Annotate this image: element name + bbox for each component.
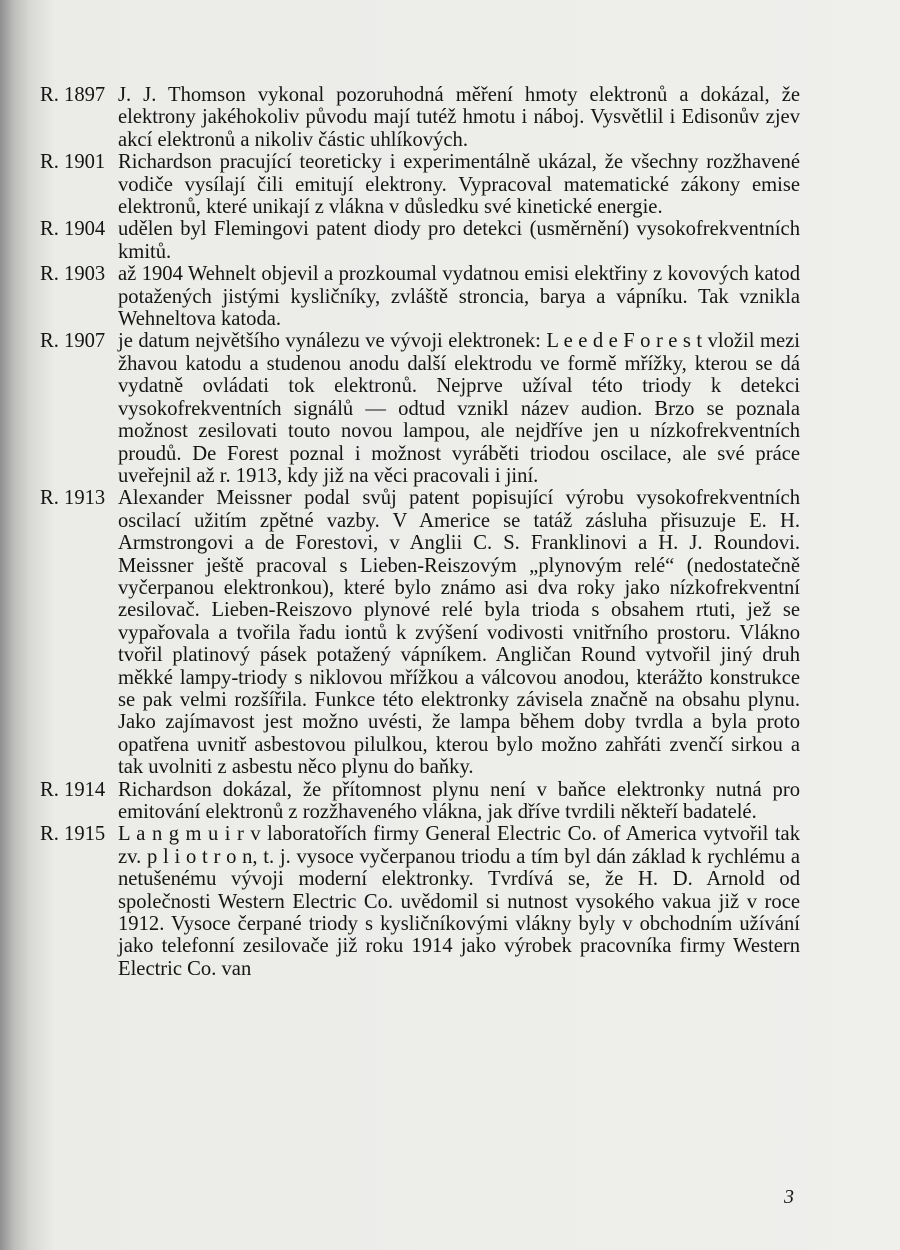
entry-year: R. 1901 [40, 151, 106, 174]
timeline-entry-1903 [40, 263, 800, 330]
entry-year: R. 1913 [40, 487, 106, 510]
entry-year: R. 1907 [40, 330, 106, 353]
entry-text: J. J. Thomson vykonal pozoruhodná měření hmoty elektronů a dokázal, že elektrony jakéhokoliv původu mají tutéž hmotu i náboj. Vysvětlil i Edisonův zjev akcí elektronů a nikoliv částic uhlíkových. [118, 84, 800, 151]
entry-year: R. 1904 [40, 218, 106, 241]
entry-year: R. 1897 [40, 84, 106, 106]
entry-year: R. 1903 [40, 263, 106, 286]
timeline-list [40, 84, 800, 980]
entry-year: R. 1915 [40, 823, 106, 846]
timeline-entry-1907 [40, 330, 800, 487]
page-number: 3 [784, 1186, 794, 1208]
entry-text: je datum největšího vynálezu ve vývoji elektronek: L e e d e F o r e s t vložil mezi žhavou katodu a studenou anodu další elektrodu ve formě mřížky, kterou se dá vydatně ovládati tok elektronů. Nejprve užíval této triody k detekci vysokofrekventních signálů — odtud vznikl název audion. Brzo se poznala možnost zesilovati touto novou lampou, ale nejdříve jen u nízkofrekventních proudů. De Forest poznal i možnost vyráběti triodou oscilace, ale své práce uveřejnil až r. 1913, kdy již na věci pracovali i jiní. [118, 330, 800, 487]
timeline-entry-1915 [40, 823, 800, 980]
timeline-entry-1914 [40, 779, 800, 824]
entry-text: udělen byl Flemingovi patent diody pro detekci (usměrnění) vysokofrekventních kmitů. [118, 218, 800, 263]
entry-text: až 1904 Wehnelt objevil a prozkoumal vydatnou emisi elektřiny z kovových katod potažených jistými kysličníky, zvláště stroncia, barya a vápníku. Tak vznikla Wehneltova katoda. [118, 263, 800, 331]
timeline-entry-1897 [40, 84, 800, 151]
timeline-entry-1904 [40, 218, 800, 263]
timeline-entry-1901 [40, 151, 800, 218]
entry-text: Alexander Meissner podal svůj patent popisující výrobu vysokofrekventních oscilací užitím zpětné vazby. V Americe se tatáž zásluha přisuzuje E. H. Armstrongovi a de Forestovi, v Anglii C. S. Franklinovi a H. J. Roundovi. Meissner ještě pracoval s Lieben-Reiszovým „plynovým relé“ (nedostatečně vyčerpanou elektronkou), které bylo známo asi dva roky jako nízkofrekventní zesilovač. Lieben-Reiszovo plynové relé byla trioda s obsahem rtuti, jež se vypařovala a tvořila řadu iontů k zvýšení vodivosti vnitřního prostoru. Vlákno tvořil platinový pásek potažený vápníkem. Angličan Round vytvořil jiný druh měkké lampy-triody s niklovou mřížkou a válcovou anodou, kterážto konstrukce se pak velmi rozšířila. Funkce této elektronky závisela značně na obsahu plynu. Jako zajímavost jest možno uvésti, že lampa během doby tvrdla a byla proto opatřena uvnitř asbestovou pilulkou, kterou bylo možno zahřáti zvenčí sirkou a tak uvolniti z asbestu něco plynu do baňky. [118, 487, 800, 779]
entry-text: L a n g m u i r v laboratořích firmy General Electric Co. of America vytvořil tak zv. p l i o t r o n, t. j. vysoce vyčerpanou triodu a tím byl dán základ k rychlému a netušenému vývoji moderní elektronky. Tvrdívá se, že H. D. Arnold od společnosti Western Electric Co. uvědomil si nutnost vysokého vakua již v roce 1912. Vysoce čerpané triody s kysličníkovými vlákny byly v obchodním užívání jako telefonní zesilovače již roku 1914 jako výrobek pracovníka firmy Western Electric Co. van [118, 823, 800, 980]
entry-year: R. 1914 [40, 778, 106, 801]
entry-text: Richardson pracující teoreticky i experimentálně ukázal, že všechny rozžhavené vodiče vysílají čili emitují elektrony. Vypracoval matematické zákony emise elektronů, které unikají z vlákna v důsledku své kinetické energie. [118, 151, 800, 219]
entry-text: Richardson dokázal, že přítomnost plynu není v baňce elektronky nutná pro emitování elektronů z rozžhaveného vlákna, jak dříve tvrdili někteří badatelé. [118, 778, 800, 823]
timeline-entry-1913 [40, 487, 800, 778]
